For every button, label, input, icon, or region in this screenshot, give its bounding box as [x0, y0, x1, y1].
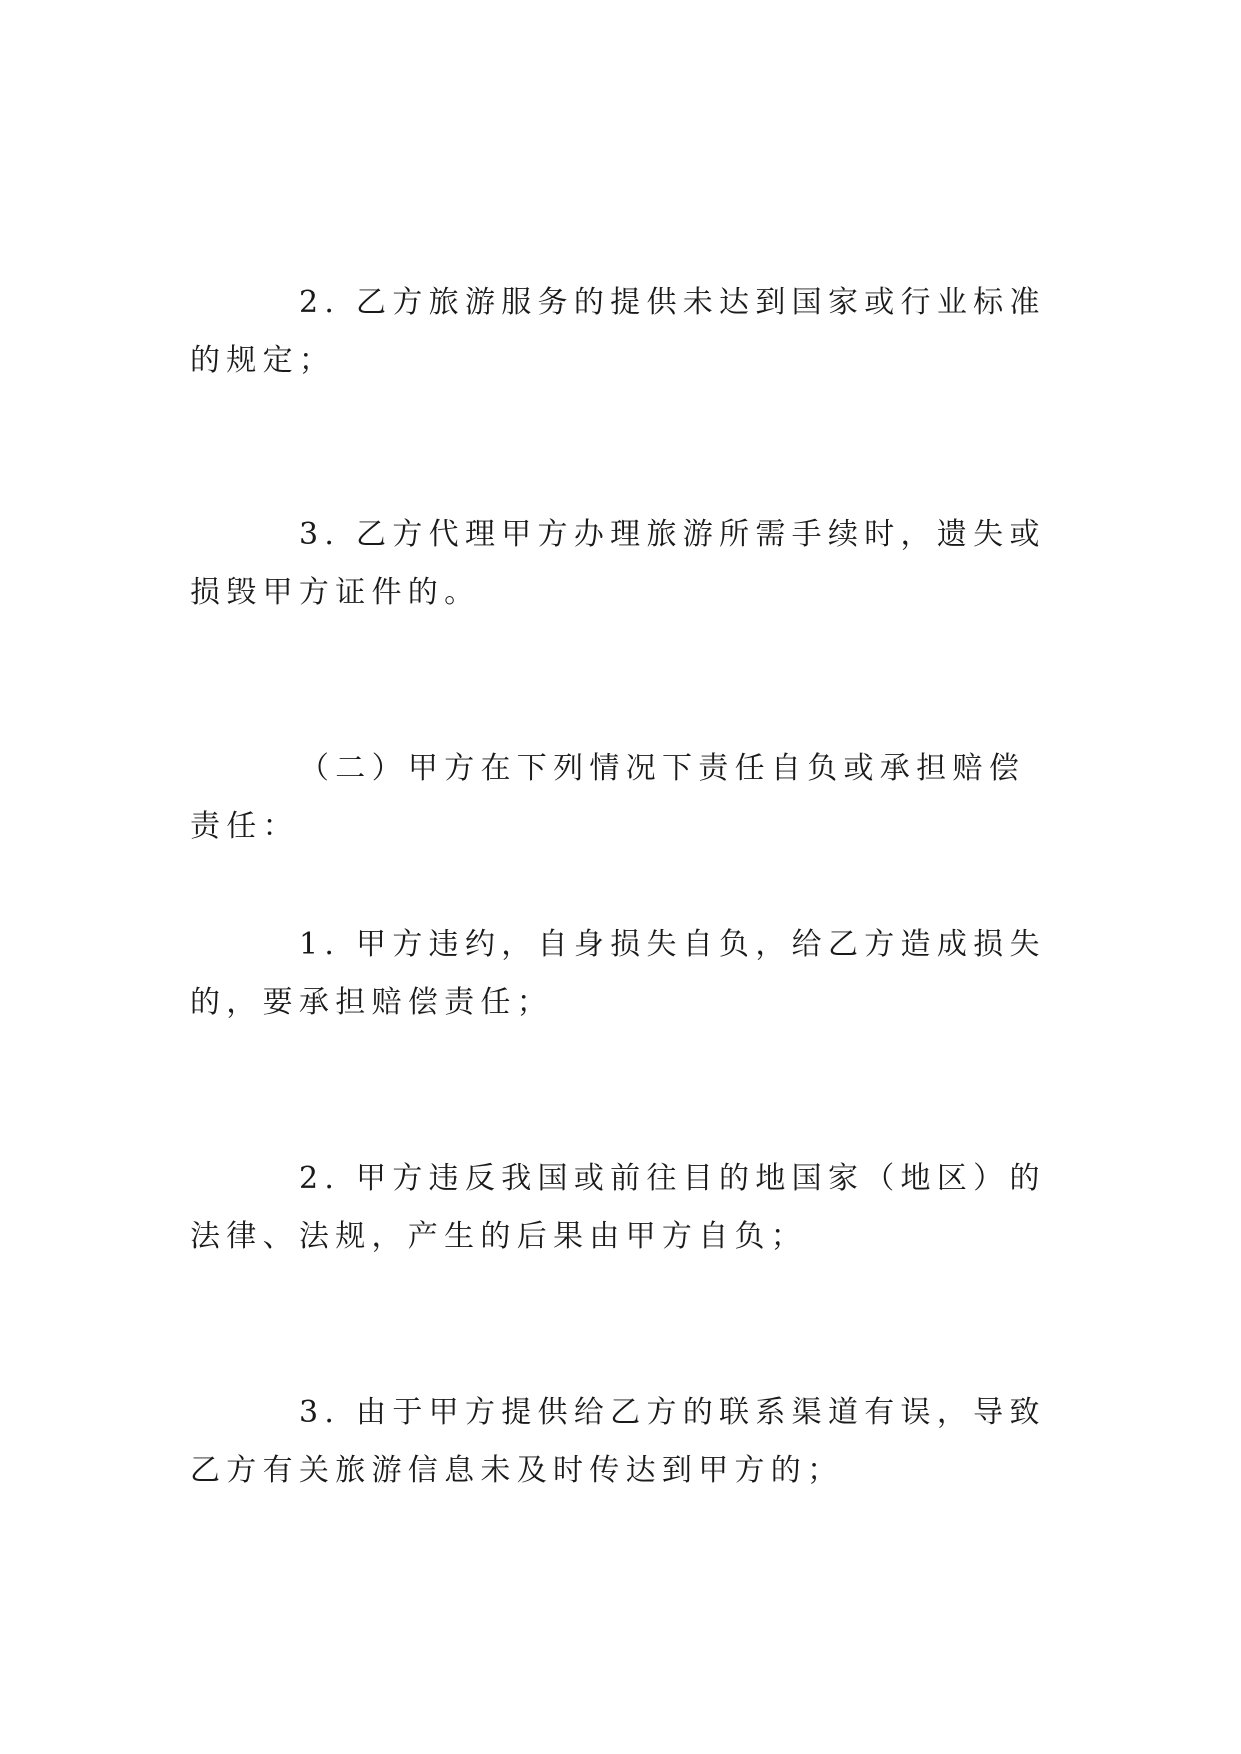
clause-b-item-3: 3. 乙方代理甲方办理旅游所需手续时，遗失或损毁甲方证件的。 — [190, 517, 1046, 610]
clause-a-item-2: 2. 甲方违反我国或前往目的地国家（地区）的法律、法规，产生的后果由甲方自负； — [190, 1161, 1046, 1254]
clause-a-item-3: 3. 由于甲方提供给乙方的联系渠道有误，导致乙方有关旅游信息未及时传达到甲方的； — [190, 1395, 1046, 1488]
clause-a-item-1: 1. 甲方违约，自身损失自负，给乙方造成损失的，要承担赔偿责任； — [190, 927, 1046, 1020]
section-heading-2: （二）甲方在下列情况下责任自负或承担赔偿责任： — [190, 751, 1025, 844]
clause-b-item-2: 2. 乙方旅游服务的提供未达到国家或行业标准的规定； — [190, 285, 1046, 378]
